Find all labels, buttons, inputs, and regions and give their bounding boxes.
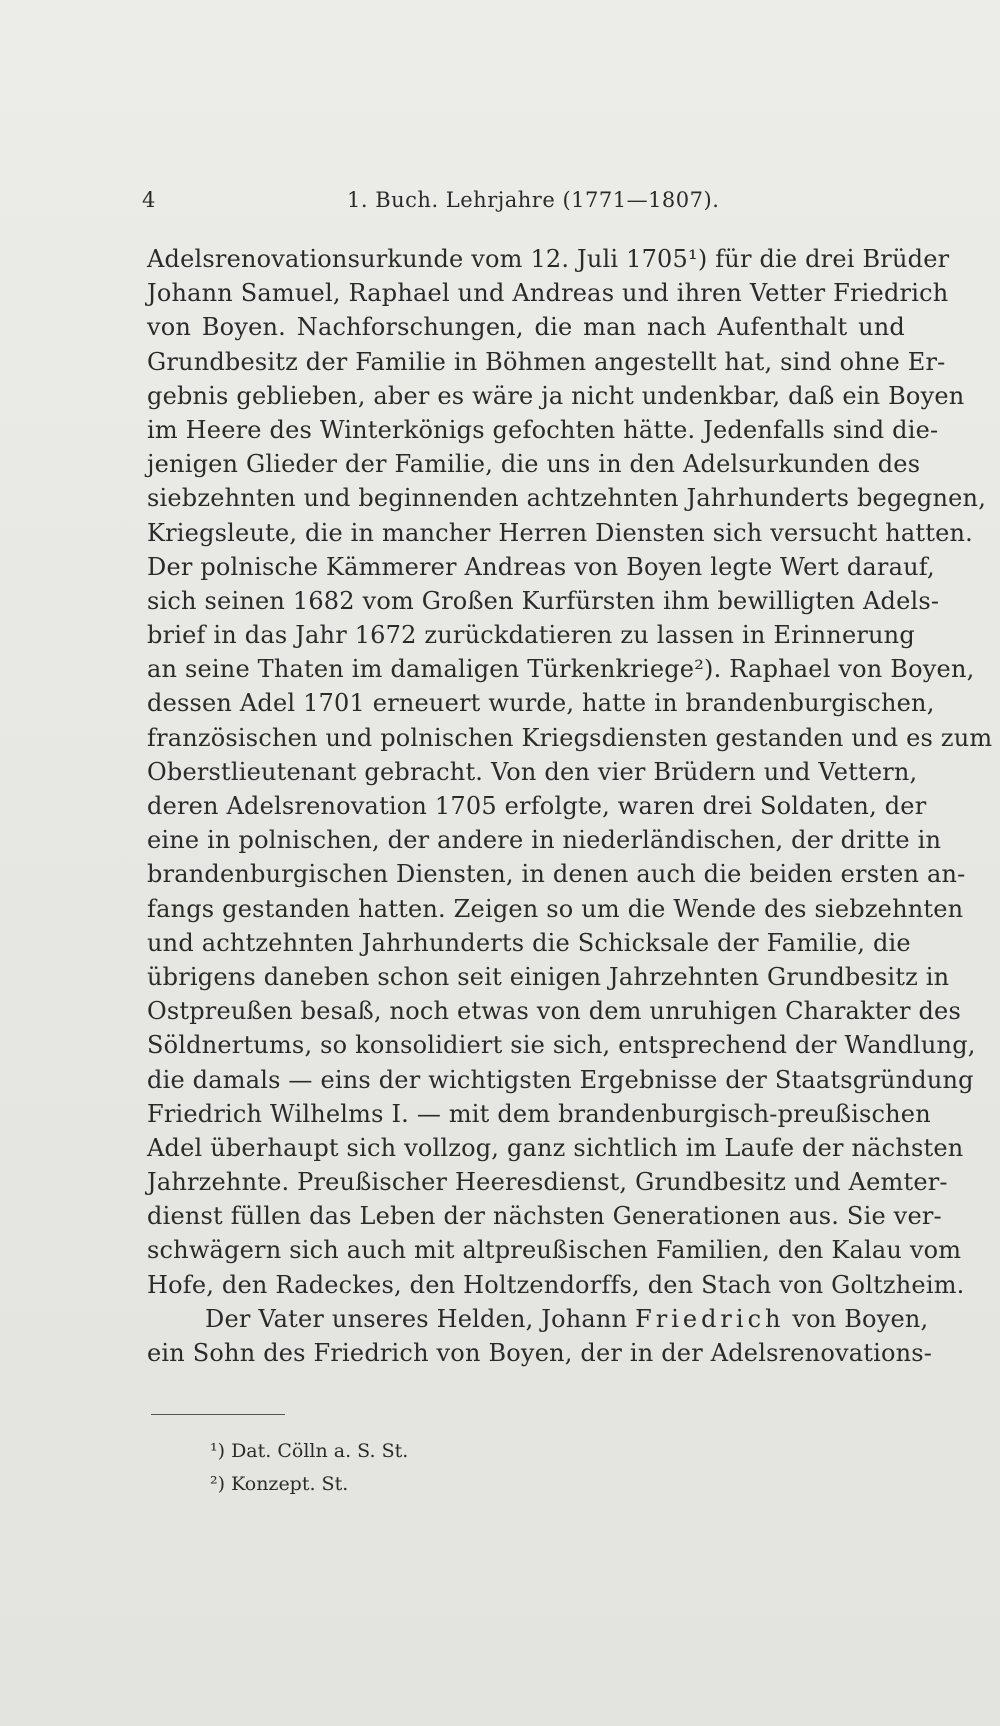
text-line: Johann Samuel, Raphael und Andreas und ihren Vetter Friedrich — [147, 279, 949, 308]
text-line: Adelsrenovationsurkunde vom 12. Juli 1705¹) für die drei Brüder — [147, 245, 950, 273]
text-line: Ostpreußen besaß, noch etwas von dem unruhigen Charakter des — [147, 997, 961, 1026]
footnote-divider — [151, 1414, 285, 1415]
text-line: Grundbesitz der Familie in Böhmen angestellt hat, sind ohne Er- — [147, 347, 946, 376]
text-line: brief in das Jahr 1672 zurückdatieren zu lassen in Erinnerung — [147, 621, 915, 650]
text-line: Oberstlieutenant gebracht. Von den vier Brüdern und Vettern, — [147, 757, 918, 786]
text-line: ein Sohn des Friedrich von Boyen, der in der Adelsrenovations- — [147, 1339, 933, 1367]
text-line: dessen Adel 1701 erneuert wurde, hatte in brandenburgischen, — [147, 689, 935, 718]
text-line: fangs gestanden hatten. Zeigen so um die Wende des siebzehnten — [147, 894, 964, 923]
page-number: 4 — [142, 188, 156, 212]
text-line: Der polnische Kämmerer Andreas von Boyen legte Wert darauf, — [147, 552, 935, 581]
main-text — [147, 242, 993, 1370]
text-line: siebzehnten und beginnenden achtzehnten Jahrhunderts begegnen, — [147, 484, 987, 513]
text-line: deren Adelsrenovation 1705 erfolgte, waren drei Soldaten, der — [147, 792, 927, 820]
text-line: eine in polnischen, der andere in niederländischen, der dritte in — [147, 826, 942, 855]
text-line: an seine Thaten im damaligen Türkenkriege²). Raphael von Boyen, — [147, 655, 975, 684]
footnote: ¹) Dat. Cölln a. S. St. — [210, 1440, 409, 1462]
text-line: dienst füllen das Leben der nächsten Generationen aus. Sie ver- — [147, 1202, 942, 1231]
paragraph-start-line — [147, 1302, 929, 1336]
running-title: 1. Buch. Lehrjahre (1771—1807). — [347, 188, 720, 212]
text-fragment: von Boyen, — [784, 1304, 929, 1333]
text-line: schwägern sich auch mit altpreußischen Familien, den Kalau vom — [147, 1236, 962, 1265]
text-line: Friedrich Wilhelms I. — mit dem brandenburgisch-preußischen — [147, 1099, 931, 1128]
text-line: jenigen Glieder der Familie, die uns in den Adelsurkunden des — [147, 450, 921, 479]
text-line: französischen und polnischen Kriegsdiensten gestanden und es zum — [147, 723, 993, 752]
text-line: brandenburgischen Diensten, in denen auch die beiden ersten an- — [147, 860, 966, 889]
footnotes — [210, 1435, 408, 1501]
text-line: gebnis geblieben, aber es wäre ja nicht undenkbar, daß ein Boyen — [147, 381, 965, 410]
spaced-name: Friedrich — [635, 1304, 785, 1333]
text-line: und achtzehnten Jahrhunderts die Schicksale der Familie, die — [147, 928, 911, 957]
text-line: Söldnertums, so konsolidiert sie sich, entsprechend der Wandlung, — [147, 1031, 976, 1060]
text-line: Hofe, den Radeckes, den Holtzendorffs, den Stach von Goltzheim. — [147, 1270, 965, 1299]
text-line: im Heere des Winterkönigs gefochten hätte. Jedenfalls sind die- — [147, 415, 939, 444]
text-line: von Boyen. Nachforschungen, die man nach Aufenthalt und — [147, 313, 905, 342]
text-line: übrigens daneben schon seit einigen Jahrzehnten Grundbesitz in — [147, 962, 950, 991]
footnote: ²) Konzept. St. — [210, 1473, 349, 1495]
text-line: Kriegsleute, die in mancher Herren Diensten sich versucht hatten. — [147, 518, 973, 547]
text-fragment: Der Vater unseres Helden, Johann — [205, 1304, 636, 1333]
text-line: Jahrzehnte. Preußischer Heeresdienst, Grundbesitz und Aemter- — [147, 1168, 948, 1197]
text-line: Adel überhaupt sich vollzog, ganz sichtlich im Laufe der nächsten — [147, 1133, 964, 1162]
text-line: sich seinen 1682 vom Großen Kurfürsten ihm bewilligten Adels- — [147, 586, 940, 615]
text-line: die damals — eins der wichtigsten Ergebnisse der Staatsgründung — [147, 1065, 974, 1094]
